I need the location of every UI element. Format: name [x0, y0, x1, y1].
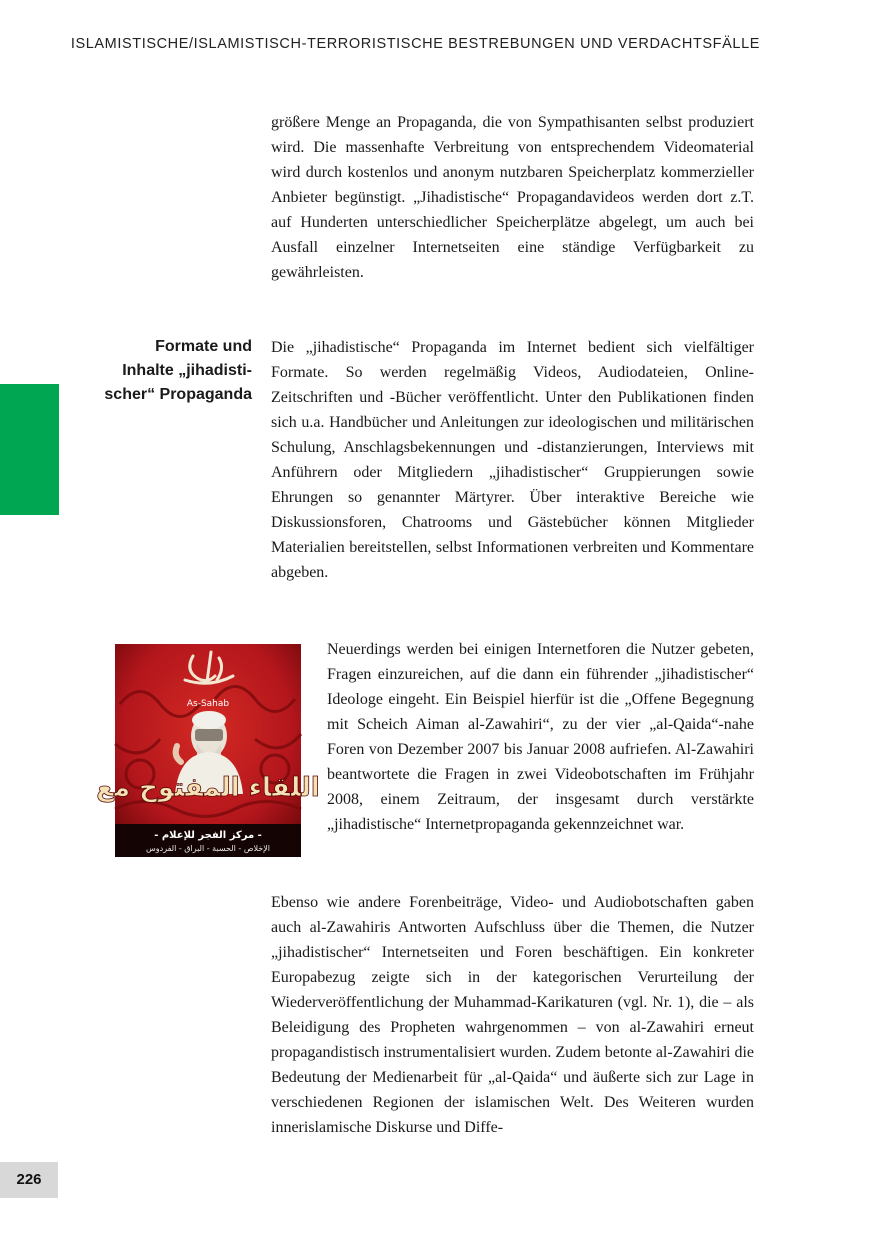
section-color-tab — [0, 384, 59, 515]
poster-arabic-line-2: الإخلاص - الحسبة - البراق - الفردوس — [146, 844, 270, 853]
body-paragraph-4: Ebenso wie andere Forenbeiträge, Video- und Audiobotschaften gaben auch al-Zawahiris Antworten Aufschluss über die Themen, die Nutzer „jihadistischer“ Internetseiten und Foren beschäftigen. Ein konkreter Europabezug zeigte sich in der kategorischen Verurteilung der Wiederveröffentlichung der Muhammad-Karikaturen (vgl. Nr. 1), die – als Beleidigung des Propheten wahrgenommen – von al-Zawahiri erneut propagandistisch instrumentalisiert wurden. Zudem betonte al-Zawahiri die Bedeutung der Medienarbeit für „al-Qaida“ und äußerte sich zur Lage in verschiedenen Regionen der islamischen Welt. Des Weiteren wurden innerislamische Diskurse und Diffe- — [271, 894, 754, 1136]
body-paragraph-3: Neuerdings werden bei einigen Internetforen die Nutzer gebeten, Fragen einzureichen, auf die dann ein führender „jihadistischer“ Ideologe eingeht. Ein Beispiel hierfür ist die „Offene Begegnung mit Scheich Aiman al-Zawahiri“, zu der vier „al-Qaida“-nahe Foren von Dezember 2007 bis Januar 2008 aufriefen. Al-Zawahiri beantwortete die Fragen in zwei Videobotschaften im Frühjahr 2008, einem Zeitraum, der insgesamt durch verstärkte „jihadistische“ Internetpropaganda gekennzeichnet war. — [327, 641, 754, 833]
body-paragraph-1: größere Menge an Propaganda, die von Sympathisanten selbst produziert wird. Die massenhafte Verbreitung von entsprechendem Videomaterial wird durch kostenlos und anonym nutzbaren Speicherplatz kommerzieller Anbieter begünstigt. „Jihadistische“ Propagandavideos werden dort z.T. auf Hunderten unterschiedlicher Speicherplätze abgelegt, um auch bei Ausfall einzelner Internetseiten eine ständige Verfügbarkeit zu gewährleisten. — [271, 114, 754, 281]
poster-arabic-title: اللقاء المفتوح مع — [96, 773, 320, 803]
marginal-heading-line-1: Formate und — [155, 338, 252, 355]
marginal-heading — [60, 335, 252, 407]
propaganda-poster-image — [96, 644, 320, 857]
marginal-heading-line-2: Inhalte „jihadisti- — [122, 362, 252, 379]
running-header: ISLAMISTISCHE/ISLAMISTISCH-TERRORISTISCHE BESTREBUNGEN UND VERDACHTSFÄLLE — [70, 36, 760, 52]
marginal-heading-line-3: scher“ Propaganda — [104, 386, 252, 403]
page-number: 226 — [0, 1162, 58, 1198]
poster-label: As-Sahab — [186, 699, 230, 709]
body-paragraph-2: Die „jihadistische“ Propaganda im Internet bedient sich vielfältiger Formate. So werden regelmäßig Videos, Audiodateien, Online-Zeitschriften und -Bücher veröffentlicht. Unter den Publikationen finden sich u.a. Handbücher und Anleitungen zur ideologischen und militärischen Schulung, Anschlagsbekennungen und -distanzierungen, Interviews mit Anführern oder Mitgliedern „jihadistischer“ Gruppierungen sowie Ehrungen so genannter Märtyrer. Über interaktive Bereiche wie Diskussionsforen, Chatrooms und Gästebücher können Mitglieder Materialien bereitstellen, selbst Informationen verbreiten und Kommentare abgeben. — [271, 339, 754, 581]
poster-arabic-line-1: - مركز الفجر للإعلام - — [154, 830, 262, 841]
